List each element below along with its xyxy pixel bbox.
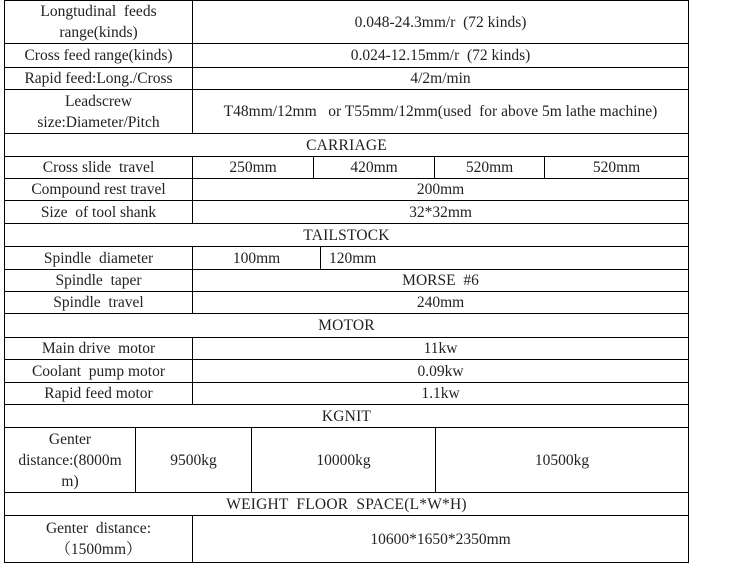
spindle-diameter-value: 120mm xyxy=(320,246,689,269)
cross-slide-value: 520mm xyxy=(544,156,689,178)
longitudinal-feeds-label: Longtudinal feeds range(kinds) xyxy=(4,0,192,43)
cross-slide-value: 520mm xyxy=(434,156,544,178)
compound-rest-label: Compound rest travel xyxy=(4,178,192,200)
rapid-feed-motor-label: Rapid feed motor xyxy=(4,382,192,404)
cross-slide-label: Cross slide travel xyxy=(4,156,192,178)
coolant-pump-motor-value: 0.09kw xyxy=(192,359,689,382)
cross-feed-label: Cross feed range(kinds) xyxy=(4,43,192,67)
rapid-feed-label: Rapid feed:Long./Cross xyxy=(4,67,192,89)
leadscrew-label: Leadscrew size:Diameter/Pitch xyxy=(4,89,192,133)
longitudinal-feeds-value: 0.048-24.3mm/r (72 kinds) xyxy=(192,0,689,43)
main-drive-motor-value: 11kw xyxy=(192,337,689,359)
weight-value: 10500kg xyxy=(435,427,689,492)
spindle-travel-label: Spindle travel xyxy=(4,291,192,313)
center-distance-8000-label: Genter distance:(8000m m) xyxy=(4,427,135,492)
rapid-feed-value: 4/2m/min xyxy=(192,67,689,89)
floor-space-heading: WEIGHT FLOOR SPACE(L*W*H) xyxy=(4,492,689,515)
rapid-feed-motor-value: 1.1kw xyxy=(192,382,689,404)
spindle-diameter-label: Spindle diameter xyxy=(4,246,192,269)
weight-value: 10000kg xyxy=(251,427,435,492)
weight-heading: KGNIT xyxy=(4,404,689,427)
tailstock-heading: TAILSTOCK xyxy=(4,223,689,246)
cross-slide-value: 420mm xyxy=(313,156,434,178)
tool-shank-value: 32*32mm xyxy=(192,200,689,223)
motor-heading: MOTOR xyxy=(4,313,689,337)
cross-slide-value: 250mm xyxy=(192,156,313,178)
weight-value: 9500kg xyxy=(135,427,251,492)
coolant-pump-motor-label: Coolant pump motor xyxy=(4,359,192,382)
floor-space-value: 10600*1650*2350mm xyxy=(192,515,689,563)
carriage-heading: CARRIAGE xyxy=(4,133,689,156)
spindle-travel-value: 240mm xyxy=(192,291,689,313)
tool-shank-label: Size of tool shank xyxy=(4,200,192,223)
compound-rest-value: 200mm xyxy=(192,178,689,200)
center-distance-1500-label: Genter distance: （1500mm） xyxy=(4,515,192,563)
spindle-diameter-value: 100mm xyxy=(192,246,320,269)
main-drive-motor-label: Main drive motor xyxy=(4,337,192,359)
spindle-taper-label: Spindle taper xyxy=(4,269,192,291)
spindle-taper-value: MORSE #6 xyxy=(192,269,689,291)
leadscrew-value: T48mm/12mm or T55mm/12mm(used for above 5m lathe machine) xyxy=(192,89,689,133)
spec-table xyxy=(4,0,689,563)
cross-feed-value: 0.024-12.15mm/r (72 kinds) xyxy=(192,43,689,67)
